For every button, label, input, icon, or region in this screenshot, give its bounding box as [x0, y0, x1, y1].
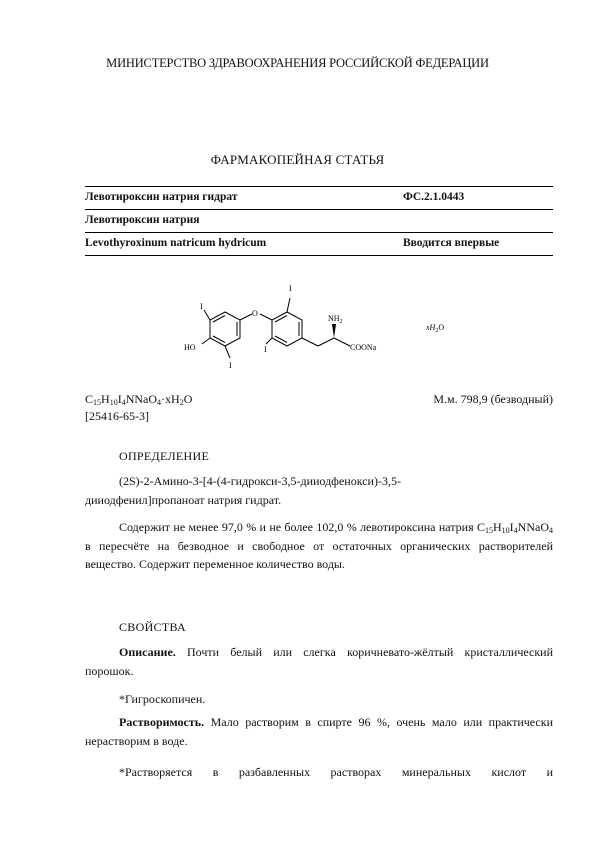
- chemical-name-line-1: (2S)-2-Амино-3-[4-(4-гидрокси-3,5-дииодфенокси)-3,5-: [119, 474, 401, 488]
- monograph-info-table: [85, 186, 553, 256]
- iodine-label-1: I: [200, 302, 203, 311]
- stereo-wedge: [332, 324, 336, 338]
- amine-label: $NH_2$: [328, 314, 343, 325]
- carboxylate-label: COONa: [350, 343, 377, 352]
- document-title: ФАРМАКОПЕЙНАЯ СТАТЬЯ: [210, 152, 385, 167]
- right-ring: [272, 312, 302, 346]
- hydrate-label: $xH_2O$: [426, 323, 445, 334]
- chemical-name: [85, 472, 553, 509]
- hydroxyl-label: HO: [184, 343, 196, 352]
- latin-name: Levothyroxinum natricum hydricum: [85, 237, 267, 249]
- molecular-formula: $C_{15}H_{10}I_4NNaO_4\cdot xH_2O$: [85, 392, 193, 407]
- description-paragraph: Описание. Почти белый или слегка коричневато-жёлтый кристаллический порошок.: [85, 645, 553, 678]
- substance-name: Левотироксин натрия гидрат: [85, 191, 238, 203]
- properties-heading: СВОЙСТВА: [119, 620, 186, 634]
- definition-heading: ОПРЕДЕЛЕНИЕ: [119, 449, 210, 463]
- dissolves-paragraph: *Растворяется в разбавленных растворах минеральных кислот и: [119, 765, 553, 779]
- monograph-code: ФС.2.1.0443: [403, 191, 465, 203]
- left-ring: [210, 312, 240, 346]
- structural-formula: [180, 278, 480, 378]
- hygroscopic-note: *Гигроскопичен.: [119, 692, 206, 706]
- iodine-label-2: I: [229, 361, 232, 370]
- status-note: Вводится впервые: [403, 237, 500, 249]
- structure-bonds: [202, 298, 350, 358]
- cas-number: [25416-65-3]: [85, 409, 149, 423]
- iodine-label-4: I: [264, 345, 267, 354]
- chemical-name-line-2: дииодфенил]пропаноат натрия гидрат.: [85, 492, 282, 507]
- info-row-short-name: [85, 209, 553, 232]
- molecular-mass: М.м. 798,9 (безводный): [433, 392, 553, 406]
- info-row-latin: [85, 232, 553, 256]
- iodine-label-3: I: [289, 284, 292, 293]
- info-row-name: [85, 186, 553, 209]
- solubility-paragraph: Растворимость. Мало растворим в спирте 96 %, очень мало или практически нерастворим в воде.: [85, 715, 553, 748]
- ether-oxygen-label: O: [252, 309, 258, 318]
- ministry-header: МИНИСТЕРСТВО ЗДРАВООХРАНЕНИЯ РОССИЙСКОЙ ФЕДЕРАЦИИ: [106, 56, 489, 70]
- substance-short-name: Левотироксин натрия: [85, 214, 200, 226]
- content-paragraph: Содержит не менее 97,0 % и не более 102,0 % левотироксина натрия $C_{15}H_{10}I_4NNaO_4$ в пересчёте на безводное и свободное от остаточных органических растворителей вещество. Содержит переменное количество воды.: [85, 520, 553, 571]
